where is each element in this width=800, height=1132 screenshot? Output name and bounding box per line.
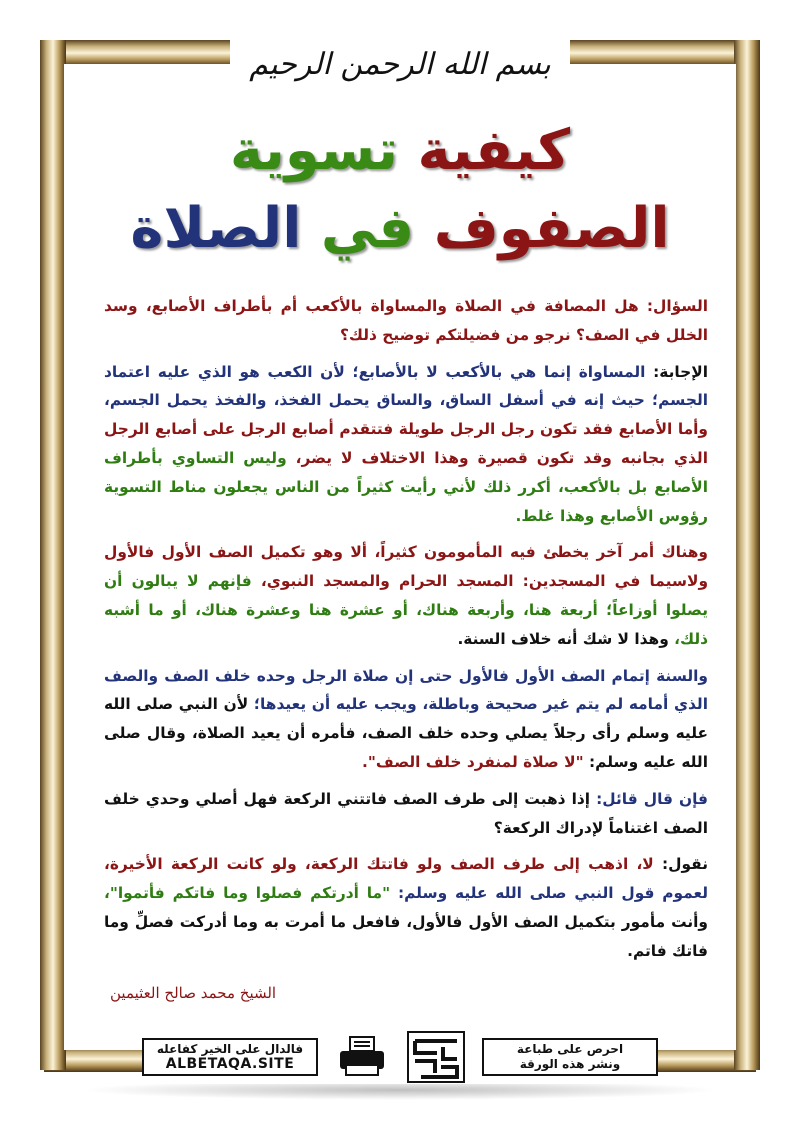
title-line-1 (64, 118, 736, 183)
question-text: السؤال: هل المصافة في الصلاة والمساواة بالأكعب أم بأطراف الأصابع، وسد الخلل في الصف؟ نرجو من فضيلتكم توضيح ذلك؟ (104, 297, 708, 344)
para5-text-2: لا، اذهب إلى طرف الصف ولو فاتتك الركعة، ولو كانت الركعة الأخيرة، (104, 855, 654, 874)
title-word-fi: في (320, 196, 415, 261)
footer-print-box (482, 1038, 658, 1076)
para2-text-3: وهذا لا شك أنه خلاف السنة. (457, 629, 669, 648)
title-word-kayfiyya: كيفية (417, 118, 571, 183)
title-word-taswiya: تسوية (229, 118, 399, 183)
title-word-salah: الصلاة (130, 196, 302, 261)
para5-text-1: نقول: (661, 855, 708, 874)
frame-right-bar (734, 40, 760, 1070)
para2-text-1: وهناك أمر آخر يخطئ فيه المأمومون كثيراً، ألا وهو تكميل الصف الأول فالأول ولاسيما في المسجدين: المسجد الحرام والمسجد النبوي، (104, 543, 709, 591)
paragraph-5 (104, 850, 708, 965)
paragraph-3 (104, 662, 708, 777)
footer-print-line-2: ونشر هذه الورقة (519, 1057, 621, 1071)
footer-slogan: فالدال على الخير كفاعله (156, 1042, 304, 1056)
answer-paragraph (104, 358, 708, 531)
para5-hadith-quote: "ما أدرتكم فصلوا وما فاتكم فأتموا"، (104, 884, 391, 903)
para3-text-1: والسنة إتمام الصف الأول فالأول حتى إن صلاة الرجل وحده خلف الصف والصف الذي أمامه لم يتم غير صحيحة وباطلة، ويجب عليه أن يعيدها؛ (104, 666, 708, 714)
footer-website[interactable]: ALBETAQA.SITE (165, 1056, 295, 1072)
frame-left-bar (40, 40, 66, 1070)
para5-text-3: لعموم قول النبي صلى الله عليه وسلم: (397, 884, 708, 903)
para2-text-2: فإنهم لا يبالون أن يصلوا أوزاعاً؛ أربعة هنا، وأربعة هناك، أو عشرة هنا وعشرة هناك، أو ما أشبه ذلك، (104, 572, 708, 648)
title-word-sufuf: الصفوف (433, 196, 670, 261)
question-paragraph (104, 292, 708, 350)
footer-website-box (142, 1038, 318, 1076)
basmala-calligraphy (230, 18, 570, 110)
dawat-alwaraqa-logo (406, 1030, 466, 1084)
answer-text-3: وليس التساوي بأطراف الأصابع بل بالأكعب، أكرر ذلك لأني رأيت كثيراً من الناس يجعلون مناط التسوية رؤوس الأصابع وهذا غلط. (104, 448, 708, 525)
printer-icon (334, 1034, 390, 1080)
footer-bar (142, 1030, 658, 1084)
footer-print-line-1: احرص على طباعة (516, 1042, 624, 1056)
author-signature: الشيخ محمد صالح العثيمين (110, 984, 277, 1002)
answer-text-2: وأما الأصابع فقد تكون رجل الرجل طويلة فتتقدم أصابع الرجل على أصابع الرجل الذي بجانبه وقد تكون قصيرة وهذا الاختلاف لا يضر، (104, 420, 708, 467)
para3-text-2: لأن النبي صلى الله عليه وسلم رأى رجلاً يصلي وحده خلف الصف، فأمره أن يعيد الصلاة، وقال صلى الله عليه وسلم: (104, 695, 708, 771)
para4-text-2: إذا ذهبت إلى طرف الصف فاتتني الركعة فهل أصلي وحدي خلف الصف اغتناماً لإدراك الركعة؟ (104, 789, 708, 837)
paragraph-4 (104, 785, 708, 843)
para3-hadith-quote: "لا صلاة لمنفرد خلف الصف". (362, 752, 584, 771)
para4-text-1: فإن قال قائل: (596, 789, 708, 808)
para5-text-4: وأنت مأمور بتكميل الصف الأول فالأول، فافعل ما أمرت به وما أدركت فصلِّ وما فاتك فاتم. (104, 912, 708, 960)
article-body (104, 292, 708, 974)
basmala-text: بسم الله الرحمن الرحيم (249, 46, 551, 82)
answer-text-1: المساواة إنما هي بالأكعب لا بالأصابع؛ لأن الكعب هو الذي عليه اعتماد الجسم؛ حيث إنه في أسفل الساق، والساق يحمل الفخذ، والفخذ يحمل الجسم، (104, 362, 708, 410)
answer-label: الإجابة: (653, 362, 708, 381)
title-line-2 (64, 196, 736, 261)
paragraph-2 (104, 538, 708, 653)
